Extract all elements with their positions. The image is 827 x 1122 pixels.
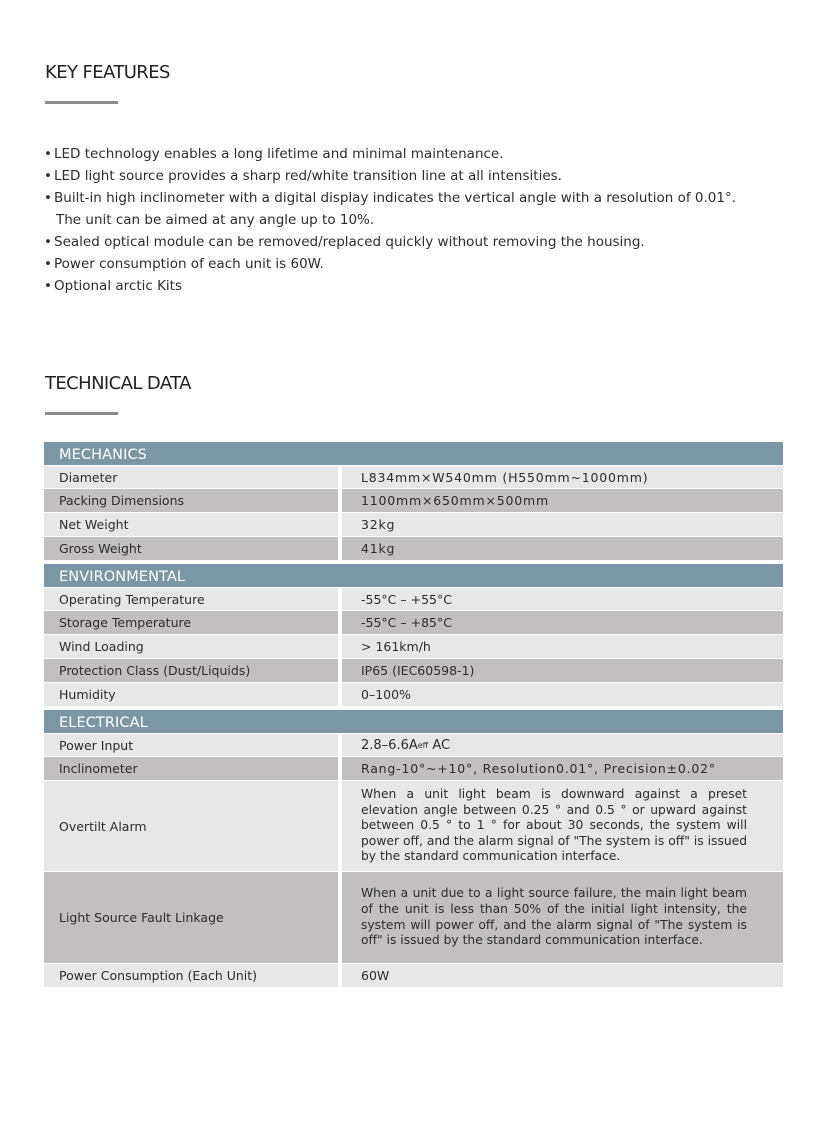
- heading-underline: [45, 101, 118, 104]
- feature-text: LED technology enables a long lifetime and minimal maintenance.: [54, 146, 504, 162]
- row-value: 32kg: [342, 513, 783, 536]
- row-label: Protection Class (Dust/Liquids): [44, 659, 338, 682]
- row-label: Overtilt Alarm: [44, 781, 338, 871]
- row-value: -55°C – +85°C: [342, 611, 783, 634]
- row-label: Gross Weight: [44, 537, 338, 560]
- key-features-heading: KEY FEATURES: [45, 62, 170, 83]
- row-value: Rang-10°~+10°, Resolution0.01°, Precision±0.02°: [342, 757, 783, 780]
- bullet: •: [44, 190, 52, 206]
- feature-text: Optional arctic Kits: [54, 278, 183, 294]
- row-value: IP65 (IEC60598-1): [342, 659, 783, 682]
- table-row: [44, 734, 783, 756]
- row-value: L834mm×W540mm (H550mm~1000mm): [342, 466, 783, 488]
- bullet: •: [44, 256, 52, 272]
- table-row: [44, 489, 783, 512]
- table-row: [44, 683, 783, 706]
- row-value: [342, 781, 783, 871]
- feature-text: LED light source provides a sharp red/white transition line at all intensities.: [54, 168, 562, 184]
- list-item: [44, 187, 784, 231]
- feature-text: Power consumption of each unit is 60W.: [54, 256, 324, 272]
- fault-linkage-description: When a unit due to a light source failure, the main light beam of the unit is less than 50% of the initial light intensity, the system will power off, and the alarm signal of "The system is off" is issued by the standard communication interface.: [361, 886, 747, 948]
- heading-underline: [45, 412, 118, 415]
- row-label: Wind Loading: [44, 635, 338, 658]
- row-label: Power Consumption (Each Unit): [44, 964, 338, 987]
- row-label: Operating Temperature: [44, 588, 338, 610]
- feature-text: Sealed optical module can be removed/replaced quickly without removing the housing.: [54, 234, 645, 250]
- bullet: •: [44, 168, 52, 184]
- row-value: 1100mm×650mm×500mm: [342, 489, 783, 512]
- feature-text-continuation: The unit can be aimed at any angle up to 10%.: [56, 212, 375, 228]
- row-label: Storage Temperature: [44, 611, 338, 634]
- feature-text: Built-in high inclinometer with a digital display indicates the vertical angle with a resolution of 0.01°.: [54, 190, 736, 206]
- table-row: [44, 466, 783, 488]
- row-label: Power Input: [44, 734, 338, 756]
- power-input-subscript: eff: [417, 740, 429, 750]
- row-value: 41kg: [342, 537, 783, 560]
- list-item: [44, 231, 784, 253]
- row-label: Inclinometer: [44, 757, 338, 780]
- row-label: Net Weight: [44, 513, 338, 536]
- row-value: [342, 734, 783, 756]
- bullet: •: [44, 146, 52, 162]
- table-row: [44, 964, 783, 987]
- row-value: > 161km/h: [342, 635, 783, 658]
- row-label: Packing Dimensions: [44, 489, 338, 512]
- technical-data-heading: TECHNICAL DATA: [45, 373, 191, 394]
- list-item: [44, 143, 784, 165]
- row-label: Light Source Fault Linkage: [44, 872, 338, 963]
- feature-list: [44, 143, 784, 297]
- row-value: 0–100%: [342, 683, 783, 706]
- table-row: [44, 659, 783, 682]
- table-row: [44, 513, 783, 536]
- section-header-mechanics: MECHANICS: [44, 442, 783, 465]
- overtilt-description: When a unit light beam is downward against a preset elevation angle between 0.25 ° and 0.5 ° or upward against between 0.5 ° to 1 ° for about 30 seconds, the system will power off, and the alarm signal of "The system is off" is issued by the standard communication interface.: [361, 787, 747, 864]
- bullet: •: [44, 234, 52, 250]
- power-input-value: 2.8–6.6A: [361, 737, 418, 753]
- list-item: [44, 275, 784, 297]
- row-value: -55°C – +55°C: [342, 588, 783, 610]
- list-item: [44, 253, 784, 275]
- section-header-environmental: ENVIRONMENTAL: [44, 564, 783, 587]
- row-value: [342, 872, 783, 963]
- row-value: 60W: [342, 964, 783, 987]
- list-item: [44, 165, 784, 187]
- table-row: [44, 588, 783, 610]
- row-label: Diameter: [44, 466, 338, 488]
- table-row: [44, 781, 783, 871]
- table-row: [44, 757, 783, 780]
- power-input-suffix: AC: [428, 737, 451, 753]
- table-row: [44, 611, 783, 634]
- technical-data-table: [44, 442, 783, 988]
- section-header-electrical: ELECTRICAL: [44, 710, 783, 733]
- row-label: Humidity: [44, 683, 338, 706]
- table-row: [44, 537, 783, 560]
- table-row: [44, 872, 783, 963]
- bullet: •: [44, 278, 52, 294]
- table-row: [44, 635, 783, 658]
